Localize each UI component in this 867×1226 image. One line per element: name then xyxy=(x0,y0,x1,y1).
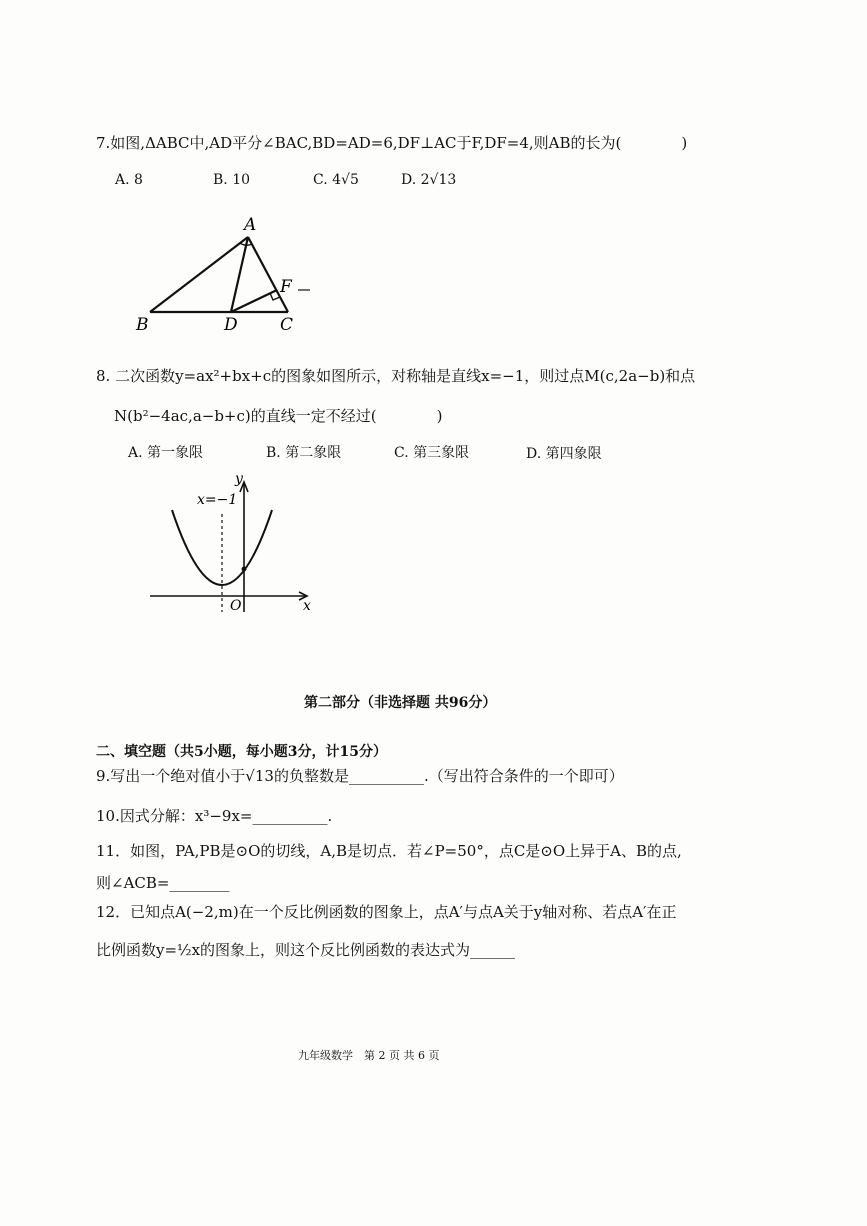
q8-option-b: B. 第二象限 xyxy=(266,445,342,461)
q7-option-b: B. 10 xyxy=(213,172,251,188)
q12-line1: 12．已知点A(−2,m)在一个反比例函数的图象上，点A′与点A关于y轴对称、若点A′在正 xyxy=(96,903,677,921)
q7-triangle-figure xyxy=(130,210,330,340)
label-x: x xyxy=(303,598,311,614)
label-y: y xyxy=(235,471,243,487)
q10-text: 10.因式分解：x³−9x=__________. xyxy=(96,807,333,825)
label-b: B xyxy=(136,315,149,335)
q12-line2: 比例函数y=½x的图象上，则这个反比例函数的表达式为______ xyxy=(96,941,516,959)
q7-stem: 7.如图,ΔABC中,AD平分∠BAC,BD=AD=6,DF⊥AC于F,DF=4,则AB的长为( ) xyxy=(96,134,688,152)
q8-option-a: A. 第一象限 xyxy=(128,445,204,461)
page-footer: 九年级数学 第 2 页 共 6 页 xyxy=(298,1049,440,1062)
q8-option-d: D. 第四象限 xyxy=(526,446,602,462)
q7-option-d: D. 2√13 xyxy=(401,172,457,188)
label-a: A xyxy=(244,215,257,235)
section2-title: 第二部分（非选择题 共96分） xyxy=(304,695,497,711)
q11-line2: 则∠ACB=________ xyxy=(96,874,230,892)
label-c: C xyxy=(280,315,294,335)
label-d: D xyxy=(224,315,238,335)
q8-option-c: C. 第三象限 xyxy=(394,445,470,461)
fill-heading: 二、填空题（共5小题，每小题3分，计15分） xyxy=(96,744,387,760)
q8-stem-line2: N(b²−4ac,a−b+c)的直线一定不经过( ) xyxy=(114,407,443,425)
q8-stem-line1: 8. 二次函数y=ax²+bx+c的图象如图所示，对称轴是直线x=−1，则过点M(c,2a−b)和点 xyxy=(96,367,696,385)
label-f: F xyxy=(280,277,292,297)
label-axis-line: x=−1 xyxy=(197,492,238,508)
q8-parabola-figure xyxy=(145,470,325,620)
q7-option-c: C. 4√5 xyxy=(313,172,359,188)
y-intercept-point xyxy=(242,567,247,572)
label-origin: O xyxy=(230,598,242,614)
q9-text: 9.写出一个绝对值小于√13的负整数是__________.（写出符合条件的一个即可） xyxy=(96,767,624,785)
q7-option-a: A. 8 xyxy=(115,172,143,188)
q11-line1: 11．如图，PA,PB是⊙O的切线，A,B是切点．若∠P=50°，点C是⊙O上异于A、B的点, xyxy=(96,842,682,860)
